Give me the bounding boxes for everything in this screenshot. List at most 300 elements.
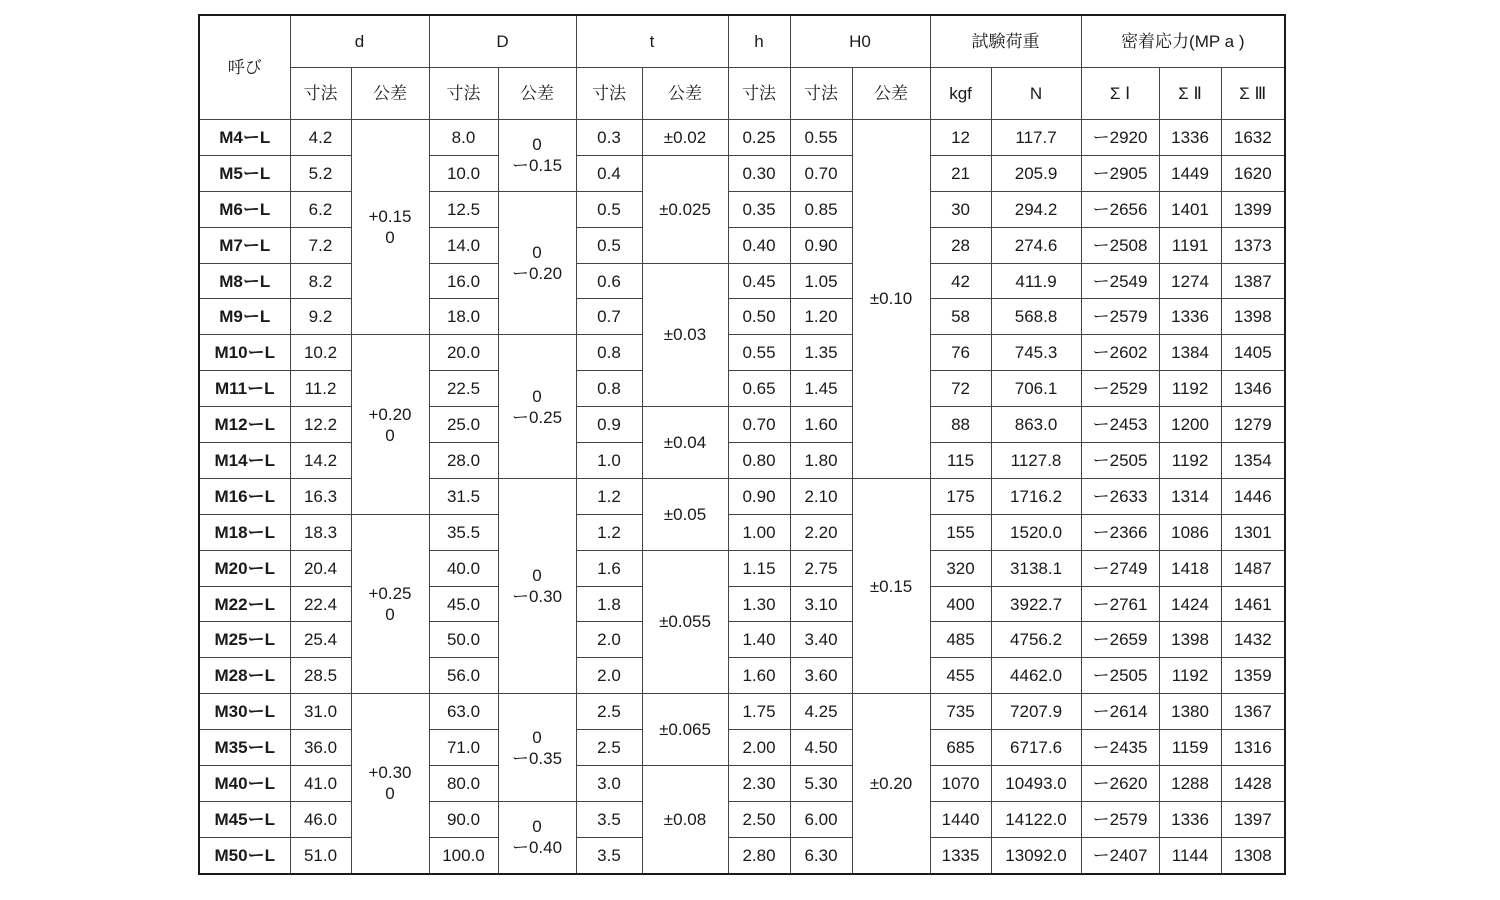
- test-load-N: 14122.0: [991, 801, 1081, 837]
- d-tolerance: [351, 335, 429, 514]
- d-dimension: 36.0: [290, 730, 351, 766]
- D-dimension: 90.0: [429, 801, 498, 837]
- stress-sigma-2: 1192: [1159, 658, 1221, 694]
- D-dimension: 80.0: [429, 766, 498, 802]
- test-load-kgf: 320: [930, 550, 991, 586]
- stress-sigma-1: ー2659: [1081, 622, 1159, 658]
- stress-sigma-2: 1274: [1159, 263, 1221, 299]
- spec-table: [198, 14, 1286, 875]
- stress-sigma-3: 1279: [1221, 407, 1285, 443]
- table-row: [199, 514, 1285, 550]
- stress-sigma-3: 1487: [1221, 550, 1285, 586]
- d-tolerance-lower: 0: [385, 425, 395, 445]
- d-dimension: 41.0: [290, 766, 351, 802]
- stress-sigma-1: ー2656: [1081, 191, 1159, 227]
- h-dimension: 2.50: [728, 801, 790, 837]
- stress-sigma-3: 1346: [1221, 371, 1285, 407]
- size-designation: M25ーL: [199, 622, 290, 658]
- size-designation: M10ーL: [199, 335, 290, 371]
- D-dimension: 18.0: [429, 299, 498, 335]
- t-tolerance: ±0.02: [642, 120, 728, 156]
- stress-sigma-3: 1632: [1221, 120, 1285, 156]
- size-designation: M8ーL: [199, 263, 290, 299]
- d-dimension: 11.2: [290, 371, 351, 407]
- h-dimension: 2.30: [728, 766, 790, 802]
- test-load-kgf: 685: [930, 730, 991, 766]
- test-load-kgf: 1440: [930, 801, 991, 837]
- size-designation: M40ーL: [199, 766, 290, 802]
- test-load-N: 7207.9: [991, 694, 1081, 730]
- stress-sigma-1: ー2749: [1081, 550, 1159, 586]
- subheader-D-dim: 寸法: [429, 68, 498, 120]
- H0-dimension: 4.25: [790, 694, 852, 730]
- t-dimension: 1.0: [576, 443, 642, 479]
- H0-dimension: 3.60: [790, 658, 852, 694]
- test-load-N: 745.3: [991, 335, 1081, 371]
- H0-dimension: 0.55: [790, 120, 852, 156]
- D-tolerance: [498, 335, 576, 479]
- D-tolerance: [498, 120, 576, 192]
- D-tolerance-upper: 0: [532, 817, 542, 837]
- D-tolerance-upper: 0: [532, 243, 542, 263]
- D-dimension: 14.0: [429, 227, 498, 263]
- t-dimension: 2.5: [576, 730, 642, 766]
- h-dimension: 0.65: [728, 371, 790, 407]
- D-dimension: 31.5: [429, 478, 498, 514]
- size-designation: M20ーL: [199, 550, 290, 586]
- stress-sigma-3: 1405: [1221, 335, 1285, 371]
- h-dimension: 0.70: [728, 407, 790, 443]
- stress-sigma-2: 1418: [1159, 550, 1221, 586]
- stress-sigma-1: ー2761: [1081, 586, 1159, 622]
- D-tolerance: [498, 801, 576, 873]
- table-row: [199, 335, 1285, 371]
- D-dimension: 45.0: [429, 586, 498, 622]
- t-dimension: 0.8: [576, 371, 642, 407]
- D-tolerance-upper: 0: [532, 727, 542, 747]
- spec-table-body: [199, 120, 1285, 874]
- d-dimension: 22.4: [290, 586, 351, 622]
- test-load-kgf: 485: [930, 622, 991, 658]
- test-load-N: 4756.2: [991, 622, 1081, 658]
- header-H0: H0: [790, 15, 930, 68]
- stress-sigma-1: ー2614: [1081, 694, 1159, 730]
- H0-dimension: 1.80: [790, 443, 852, 479]
- size-designation: M6ーL: [199, 191, 290, 227]
- size-designation: M18ーL: [199, 514, 290, 550]
- subheader-N: N: [991, 68, 1081, 120]
- size-designation: M28ーL: [199, 658, 290, 694]
- t-dimension: 0.5: [576, 227, 642, 263]
- stress-sigma-2: 1384: [1159, 335, 1221, 371]
- D-tolerance-lower: ー0.20: [511, 264, 563, 284]
- test-load-N: 411.9: [991, 263, 1081, 299]
- D-dimension: 63.0: [429, 694, 498, 730]
- subheader-sigma-2: Σ Ⅱ: [1159, 68, 1221, 120]
- header-h: h: [728, 15, 790, 68]
- stress-sigma-2: 1380: [1159, 694, 1221, 730]
- stress-sigma-1: ー2620: [1081, 766, 1159, 802]
- H0-dimension: 0.90: [790, 227, 852, 263]
- D-tolerance-upper: 0: [532, 135, 542, 155]
- H0-tolerance: ±0.10: [852, 120, 930, 479]
- D-tolerance: [498, 478, 576, 693]
- h-dimension: 0.25: [728, 120, 790, 156]
- h-dimension: 1.75: [728, 694, 790, 730]
- header-contact-stress: 密着応力(MP a ): [1081, 15, 1285, 68]
- D-dimension: 22.5: [429, 371, 498, 407]
- D-dimension: 10.0: [429, 155, 498, 191]
- t-dimension: 2.5: [576, 694, 642, 730]
- test-load-N: 117.7: [991, 120, 1081, 156]
- H0-dimension: 0.70: [790, 155, 852, 191]
- stress-sigma-2: 1192: [1159, 443, 1221, 479]
- size-designation: M35ーL: [199, 730, 290, 766]
- size-designation: M22ーL: [199, 586, 290, 622]
- h-dimension: 0.55: [728, 335, 790, 371]
- H0-dimension: 2.10: [790, 478, 852, 514]
- header-test-load: 試験荷重: [930, 15, 1081, 68]
- stress-sigma-2: 1288: [1159, 766, 1221, 802]
- test-load-N: 1520.0: [991, 514, 1081, 550]
- test-load-N: 294.2: [991, 191, 1081, 227]
- D-dimension: 12.5: [429, 191, 498, 227]
- H0-dimension: 4.50: [790, 730, 852, 766]
- d-dimension: 31.0: [290, 694, 351, 730]
- table-row: [199, 694, 1285, 730]
- t-dimension: 3.0: [576, 766, 642, 802]
- test-load-N: 10493.0: [991, 766, 1081, 802]
- D-dimension: 35.5: [429, 514, 498, 550]
- stress-sigma-3: 1432: [1221, 622, 1285, 658]
- stress-sigma-3: 1316: [1221, 730, 1285, 766]
- D-dimension: 100.0: [429, 837, 498, 873]
- D-dimension: 25.0: [429, 407, 498, 443]
- stress-sigma-1: ー2435: [1081, 730, 1159, 766]
- d-dimension: 9.2: [290, 299, 351, 335]
- stress-sigma-2: 1336: [1159, 801, 1221, 837]
- h-dimension: 0.40: [728, 227, 790, 263]
- D-tolerance-lower: ー0.15: [511, 156, 563, 176]
- d-dimension: 12.2: [290, 407, 351, 443]
- stress-sigma-3: 1301: [1221, 514, 1285, 550]
- size-designation: M7ーL: [199, 227, 290, 263]
- stress-sigma-1: ー2579: [1081, 801, 1159, 837]
- D-dimension: 28.0: [429, 443, 498, 479]
- D-dimension: 40.0: [429, 550, 498, 586]
- stress-sigma-2: 1159: [1159, 730, 1221, 766]
- H0-dimension: 1.05: [790, 263, 852, 299]
- stress-sigma-1: ー2602: [1081, 335, 1159, 371]
- h-dimension: 0.35: [728, 191, 790, 227]
- t-tolerance: ±0.04: [642, 407, 728, 479]
- D-dimension: 71.0: [429, 730, 498, 766]
- test-load-kgf: 1335: [930, 837, 991, 873]
- d-dimension: 5.2: [290, 155, 351, 191]
- test-load-N: 3138.1: [991, 550, 1081, 586]
- stress-sigma-3: 1367: [1221, 694, 1285, 730]
- table-row: [199, 120, 1285, 156]
- t-dimension: 2.0: [576, 658, 642, 694]
- H0-dimension: 1.60: [790, 407, 852, 443]
- stress-sigma-1: ー2453: [1081, 407, 1159, 443]
- t-dimension: 1.2: [576, 478, 642, 514]
- stress-sigma-1: ー2529: [1081, 371, 1159, 407]
- d-tolerance: [351, 514, 429, 693]
- h-dimension: 2.00: [728, 730, 790, 766]
- test-load-kgf: 115: [930, 443, 991, 479]
- t-tolerance: ±0.05: [642, 478, 728, 550]
- h-dimension: 1.60: [728, 658, 790, 694]
- stress-sigma-2: 1191: [1159, 227, 1221, 263]
- d-dimension: 16.3: [290, 478, 351, 514]
- size-designation: M50ーL: [199, 837, 290, 873]
- H0-dimension: 3.10: [790, 586, 852, 622]
- header-D: D: [429, 15, 576, 68]
- D-dimension: 16.0: [429, 263, 498, 299]
- size-designation: M5ーL: [199, 155, 290, 191]
- t-dimension: 3.5: [576, 801, 642, 837]
- test-load-kgf: 76: [930, 335, 991, 371]
- stress-sigma-1: ー2366: [1081, 514, 1159, 550]
- d-dimension: 10.2: [290, 335, 351, 371]
- d-tolerance-upper: +0.30: [368, 763, 412, 783]
- stress-sigma-3: 1373: [1221, 227, 1285, 263]
- test-load-kgf: 175: [930, 478, 991, 514]
- test-load-kgf: 12: [930, 120, 991, 156]
- D-tolerance: [498, 191, 576, 335]
- d-dimension: 28.5: [290, 658, 351, 694]
- D-dimension: 8.0: [429, 120, 498, 156]
- size-designation: M16ーL: [199, 478, 290, 514]
- test-load-N: 205.9: [991, 155, 1081, 191]
- h-dimension: 0.45: [728, 263, 790, 299]
- test-load-kgf: 155: [930, 514, 991, 550]
- D-dimension: 50.0: [429, 622, 498, 658]
- stress-sigma-2: 1336: [1159, 120, 1221, 156]
- stress-sigma-1: ー2508: [1081, 227, 1159, 263]
- test-load-N: 274.6: [991, 227, 1081, 263]
- t-dimension: 0.5: [576, 191, 642, 227]
- t-tolerance: ±0.08: [642, 766, 728, 874]
- subheader-sigma-1: Σ Ⅰ: [1081, 68, 1159, 120]
- d-dimension: 51.0: [290, 837, 351, 873]
- stress-sigma-3: 1397: [1221, 801, 1285, 837]
- H0-dimension: 1.20: [790, 299, 852, 335]
- test-load-kgf: 400: [930, 586, 991, 622]
- h-dimension: 0.80: [728, 443, 790, 479]
- d-dimension: 7.2: [290, 227, 351, 263]
- d-dimension: 4.2: [290, 120, 351, 156]
- D-tolerance: [498, 694, 576, 802]
- stress-sigma-2: 1398: [1159, 622, 1221, 658]
- test-load-kgf: 30: [930, 191, 991, 227]
- stress-sigma-1: ー2549: [1081, 263, 1159, 299]
- size-designation: M4ーL: [199, 120, 290, 156]
- t-tolerance: ±0.03: [642, 263, 728, 407]
- d-dimension: 8.2: [290, 263, 351, 299]
- t-dimension: 1.8: [576, 586, 642, 622]
- t-dimension: 0.8: [576, 335, 642, 371]
- t-dimension: 1.2: [576, 514, 642, 550]
- D-dimension: 20.0: [429, 335, 498, 371]
- d-dimension: 6.2: [290, 191, 351, 227]
- stress-sigma-1: ー2505: [1081, 658, 1159, 694]
- stress-sigma-2: 1314: [1159, 478, 1221, 514]
- stress-sigma-3: 1446: [1221, 478, 1285, 514]
- t-dimension: 0.4: [576, 155, 642, 191]
- subheader-H0-tol: 公差: [852, 68, 930, 120]
- test-load-N: 706.1: [991, 371, 1081, 407]
- t-dimension: 1.6: [576, 550, 642, 586]
- H0-dimension: 2.20: [790, 514, 852, 550]
- stress-sigma-3: 1399: [1221, 191, 1285, 227]
- subheader-sigma-3: Σ Ⅲ: [1221, 68, 1285, 120]
- D-tolerance-lower: ー0.30: [511, 587, 563, 607]
- test-load-kgf: 88: [930, 407, 991, 443]
- test-load-kgf: 42: [930, 263, 991, 299]
- header-d: d: [290, 15, 429, 68]
- t-dimension: 3.5: [576, 837, 642, 873]
- stress-sigma-2: 1200: [1159, 407, 1221, 443]
- d-tolerance: [351, 694, 429, 874]
- t-dimension: 0.3: [576, 120, 642, 156]
- d-dimension: 25.4: [290, 622, 351, 658]
- stress-sigma-1: ー2407: [1081, 837, 1159, 873]
- subheader-t-tol: 公差: [642, 68, 728, 120]
- test-load-kgf: 1070: [930, 766, 991, 802]
- test-load-N: 568.8: [991, 299, 1081, 335]
- H0-tolerance: ±0.15: [852, 478, 930, 693]
- h-dimension: 0.30: [728, 155, 790, 191]
- stress-sigma-3: 1428: [1221, 766, 1285, 802]
- H0-dimension: 5.30: [790, 766, 852, 802]
- D-tolerance-upper: 0: [532, 566, 542, 586]
- test-load-N: 6717.6: [991, 730, 1081, 766]
- H0-dimension: 0.85: [790, 191, 852, 227]
- subheader-kgf: kgf: [930, 68, 991, 120]
- h-dimension: 1.40: [728, 622, 790, 658]
- test-load-N: 1127.8: [991, 443, 1081, 479]
- stress-sigma-3: 1359: [1221, 658, 1285, 694]
- D-dimension: 56.0: [429, 658, 498, 694]
- test-load-N: 3922.7: [991, 586, 1081, 622]
- t-tolerance: ±0.065: [642, 694, 728, 766]
- test-load-kgf: 72: [930, 371, 991, 407]
- test-load-N: 863.0: [991, 407, 1081, 443]
- h-dimension: 1.00: [728, 514, 790, 550]
- t-dimension: 0.7: [576, 299, 642, 335]
- size-designation: M12ーL: [199, 407, 290, 443]
- test-load-kgf: 58: [930, 299, 991, 335]
- stress-sigma-1: ー2579: [1081, 299, 1159, 335]
- stress-sigma-1: ー2505: [1081, 443, 1159, 479]
- t-tolerance: ±0.055: [642, 550, 728, 694]
- stress-sigma-3: 1461: [1221, 586, 1285, 622]
- stress-sigma-2: 1424: [1159, 586, 1221, 622]
- test-load-kgf: 735: [930, 694, 991, 730]
- header-t: t: [576, 15, 728, 68]
- subheader-h-dim: 寸法: [728, 68, 790, 120]
- D-tolerance-lower: ー0.40: [511, 838, 563, 858]
- t-tolerance: ±0.025: [642, 155, 728, 263]
- size-designation: M30ーL: [199, 694, 290, 730]
- size-designation: M9ーL: [199, 299, 290, 335]
- stress-sigma-3: 1308: [1221, 837, 1285, 873]
- h-dimension: 0.50: [728, 299, 790, 335]
- h-dimension: 1.30: [728, 586, 790, 622]
- subheader-H0-dim: 寸法: [790, 68, 852, 120]
- t-dimension: 2.0: [576, 622, 642, 658]
- d-tolerance-upper: +0.20: [368, 404, 412, 424]
- test-load-N: 4462.0: [991, 658, 1081, 694]
- stress-sigma-3: 1387: [1221, 263, 1285, 299]
- H0-dimension: 3.40: [790, 622, 852, 658]
- test-load-N: 1716.2: [991, 478, 1081, 514]
- H0-dimension: 1.35: [790, 335, 852, 371]
- stress-sigma-3: 1354: [1221, 443, 1285, 479]
- d-dimension: 18.3: [290, 514, 351, 550]
- h-dimension: 2.80: [728, 837, 790, 873]
- D-tolerance-lower: ー0.25: [511, 407, 563, 427]
- stress-sigma-2: 1192: [1159, 371, 1221, 407]
- stress-sigma-2: 1086: [1159, 514, 1221, 550]
- H0-dimension: 6.00: [790, 801, 852, 837]
- subheader-d-tol: 公差: [351, 68, 429, 120]
- H0-tolerance: ±0.20: [852, 694, 930, 874]
- d-tolerance-lower: 0: [385, 228, 395, 248]
- size-designation: M45ーL: [199, 801, 290, 837]
- D-tolerance-upper: 0: [532, 386, 542, 406]
- D-tolerance-lower: ー0.35: [511, 748, 563, 768]
- header-name: 呼び: [199, 15, 290, 120]
- subheader-d-dim: 寸法: [290, 68, 351, 120]
- d-tolerance-lower: 0: [385, 605, 395, 625]
- d-dimension: 20.4: [290, 550, 351, 586]
- stress-sigma-2: 1401: [1159, 191, 1221, 227]
- test-load-kgf: 21: [930, 155, 991, 191]
- d-tolerance-lower: 0: [385, 784, 395, 804]
- stress-sigma-1: ー2633: [1081, 478, 1159, 514]
- d-dimension: 14.2: [290, 443, 351, 479]
- test-load-kgf: 455: [930, 658, 991, 694]
- size-designation: M11ーL: [199, 371, 290, 407]
- d-dimension: 46.0: [290, 801, 351, 837]
- H0-dimension: 6.30: [790, 837, 852, 873]
- stress-sigma-2: 1336: [1159, 299, 1221, 335]
- H0-dimension: 2.75: [790, 550, 852, 586]
- d-tolerance: [351, 120, 429, 335]
- H0-dimension: 1.45: [790, 371, 852, 407]
- test-load-kgf: 28: [930, 227, 991, 263]
- stress-sigma-1: ー2920: [1081, 120, 1159, 156]
- size-designation: M14ーL: [199, 443, 290, 479]
- h-dimension: 1.15: [728, 550, 790, 586]
- h-dimension: 0.90: [728, 478, 790, 514]
- stress-sigma-3: 1620: [1221, 155, 1285, 191]
- d-tolerance-upper: +0.15: [368, 207, 412, 227]
- stress-sigma-2: 1144: [1159, 837, 1221, 873]
- subheader-D-tol: 公差: [498, 68, 576, 120]
- stress-sigma-1: ー2905: [1081, 155, 1159, 191]
- t-dimension: 0.6: [576, 263, 642, 299]
- t-dimension: 0.9: [576, 407, 642, 443]
- test-load-N: 13092.0: [991, 837, 1081, 873]
- d-tolerance-upper: +0.25: [368, 584, 412, 604]
- subheader-t-dim: 寸法: [576, 68, 642, 120]
- stress-sigma-3: 1398: [1221, 299, 1285, 335]
- stress-sigma-2: 1449: [1159, 155, 1221, 191]
